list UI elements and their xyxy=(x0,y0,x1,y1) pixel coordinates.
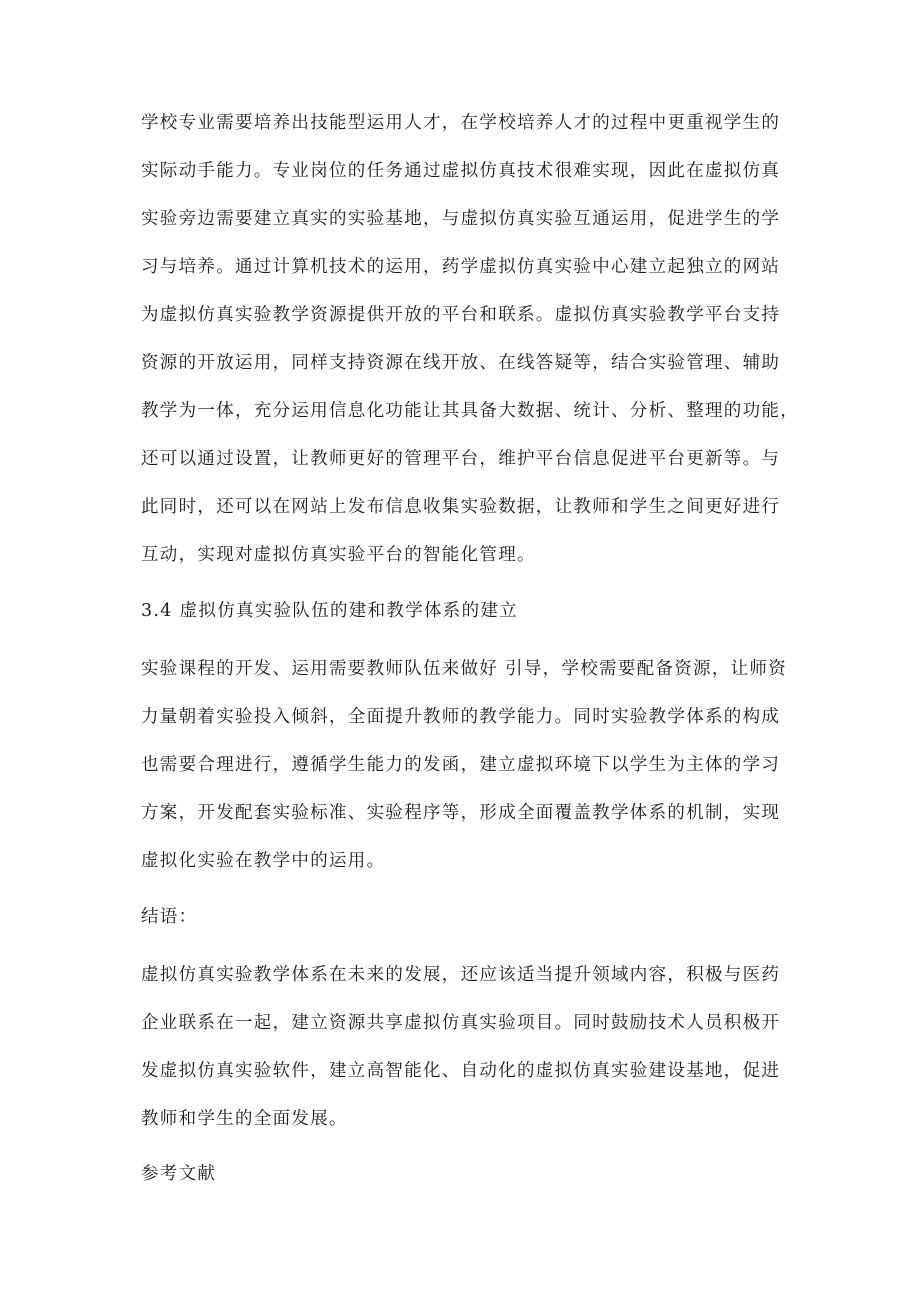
text-line: 虚拟仿真实验教学体系在未来的发展，还应该适当提升领域内容，积极与医药 xyxy=(141,965,781,985)
text-line: 习与培养。通过计算机技术的运用，药学虚拟仿真实验中心建立起独立的网站 xyxy=(141,257,781,277)
text-line: 实际动手能力。专业岗位的任务通过虚拟仿真技术很难实现，因此在虚拟仿真 xyxy=(141,161,781,181)
text-line: 学校专业需要培养出技能型运用人才，在学校培养人才的过程中更重视学生的 xyxy=(141,113,781,133)
text-line: 虚拟化实验在教学中的运用。 xyxy=(141,851,386,871)
text-line: 为虚拟仿真实验教学资源提供开放的平台和联系。虚拟仿真实验教学平台支持 xyxy=(141,305,781,325)
text-line: 力量朝着实验投入倾斜，全面提升教师的教学能力。同时实验教学体系的构成 xyxy=(141,707,781,727)
references-heading: 参考文献 xyxy=(141,1164,217,1184)
text-line: 实验课程的开发、运用需要教师队伍来做好 引导，学校需要配备资源，让师资 xyxy=(141,659,788,679)
conclusion-heading: 结语： xyxy=(141,907,198,927)
text-line: 也需要合理进行，遵循学生能力的发函，建立虚拟环境下以学生为主体的学习 xyxy=(141,755,781,775)
text-line: 教师和学生的全面发展。 xyxy=(141,1109,348,1129)
section-heading: 3.4 虚拟仿真实验队伍的建和教学体系的建立 xyxy=(141,601,518,621)
text-line: 还可以通过设置，让教师更好的管理平台，维护平台信息促进平台更新等。与 xyxy=(141,449,781,469)
text-line: 方案，开发配套实验标准、实验程序等，形成全面覆盖教学体系的机制，实现 xyxy=(141,803,781,823)
text-line: 实验旁边需要建立真实的实验基地，与虚拟仿真实验互通运用，促进学生的学 xyxy=(141,209,781,229)
text-line: 发虚拟仿真实验软件，建立高智能化、自动化的虚拟仿真实验建设基地，促进 xyxy=(141,1061,781,1081)
text-line: 资源的开放运用，同样支持资源在线开放、在线答疑等，结合实验管理、辅助 xyxy=(141,353,781,373)
text-line: 企业联系在一起，建立资源共享虚拟仿真实验项目。同时鼓励技术人员积极开 xyxy=(141,1013,781,1033)
text-line: 此同时，还可以在网站上发布信息收集实验数据，让教师和学生之间更好进行 xyxy=(141,497,781,517)
text-line: 教学为一体，充分运用信息化功能让其具备大数据、统计、分析、整理的功能， xyxy=(141,401,799,421)
text-line: 互动，实现对虚拟仿真实验平台的智能化管理。 xyxy=(141,545,536,565)
